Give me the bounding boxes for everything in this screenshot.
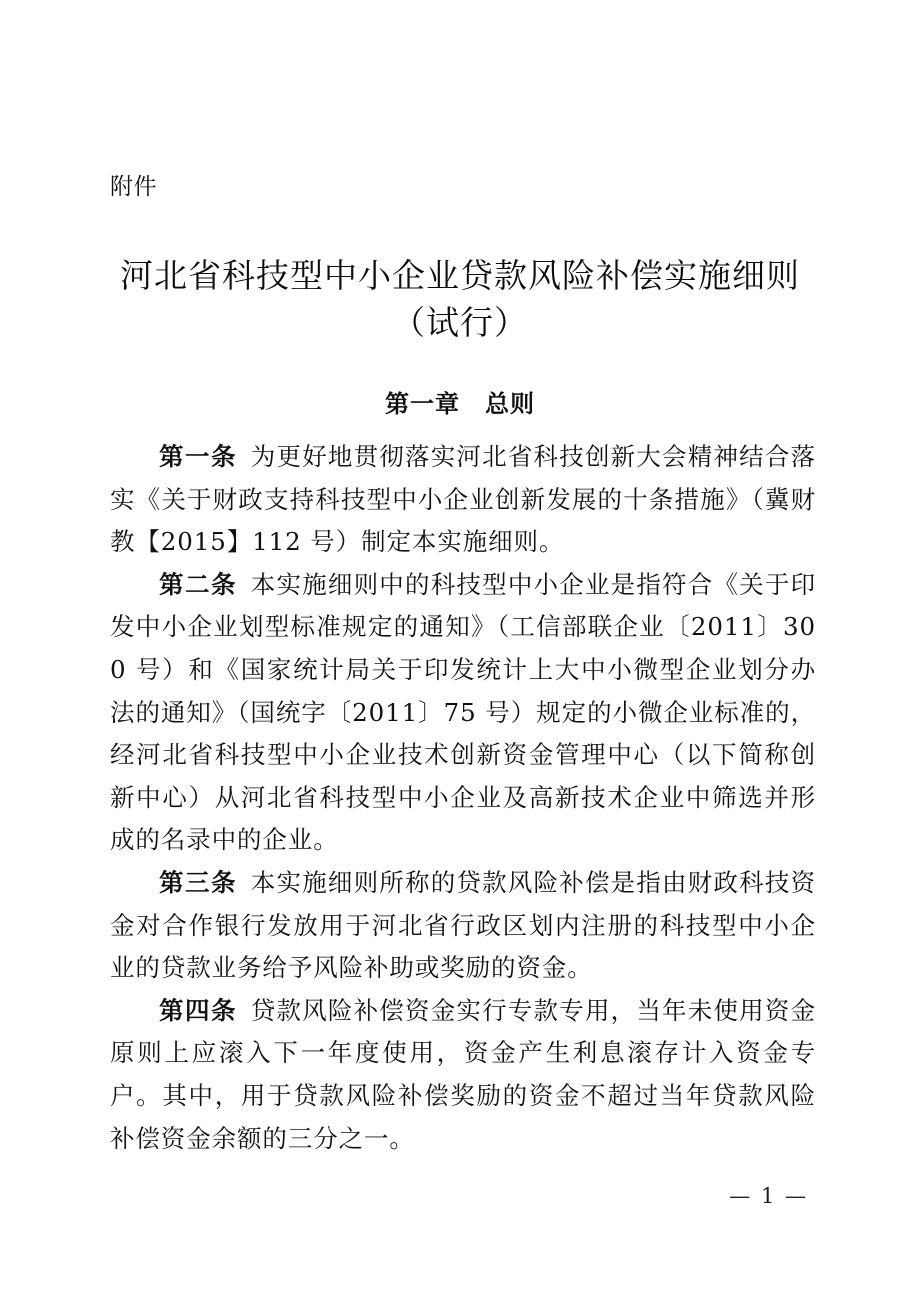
page-number-footer: — 1 —: [729, 1184, 808, 1208]
article-paragraph: [110, 564, 816, 862]
article-paragraph: [110, 990, 816, 1160]
article-text: 为更好地贯彻落实河北省科技创新大会精神结合落实《关于财政支持科技型中小企业创新发展的十条措施》（冀财教【2015】112 号）制定本实施细则。: [110, 442, 816, 557]
article-text: 贷款风险补偿资金实行专款专用，当年未使用资金原则上应滚入下一年度使用，资金产生利息滚存计入资金专户。其中，用于贷款风险补偿奖励的资金不超过当年贷款风险补偿资金余额的三分之一。: [110, 995, 816, 1153]
document-title-line-1: 河北省科技型中小企业贷款风险补偿实施细则: [120, 256, 800, 295]
article-label: 第四条: [159, 995, 238, 1025]
article-label: 第一条: [159, 442, 238, 471]
article-text: 本实施细则所称的贷款风险补偿是指由财政科技资金对合作银行发放用于河北省行政区划内注册的科技型中小企业的贷款业务给予风险补助或奖励的资金。: [110, 867, 816, 983]
article-label: 第三条: [159, 867, 238, 897]
article-text: 本实施细则中的科技型中小企业是指符合《关于印发中小企业划型标准规定的通知》（工信部联企业〔2011〕300 号）和《国家统计局关于印发统计上大中小微型企业划分办法的通知》（国统字〔2011〕75 号）规定的小微企业标准的，经河北省科技型中小企业技术创新资金管理中心（以下简称创新中心）从河北省科技型中小企业及高新技术企业中筛选并形成的名录中的企业。: [110, 569, 816, 855]
document-title-line-2: （试行）: [392, 303, 528, 342]
document-body: [110, 436, 816, 1160]
attachment-label: 附件: [110, 174, 157, 200]
page-title: [70, 252, 850, 346]
article-paragraph: [110, 862, 816, 990]
chapter-heading: 第一章 总则: [385, 390, 535, 418]
article-paragraph: [110, 436, 816, 564]
article-label: 第二条: [159, 569, 238, 599]
